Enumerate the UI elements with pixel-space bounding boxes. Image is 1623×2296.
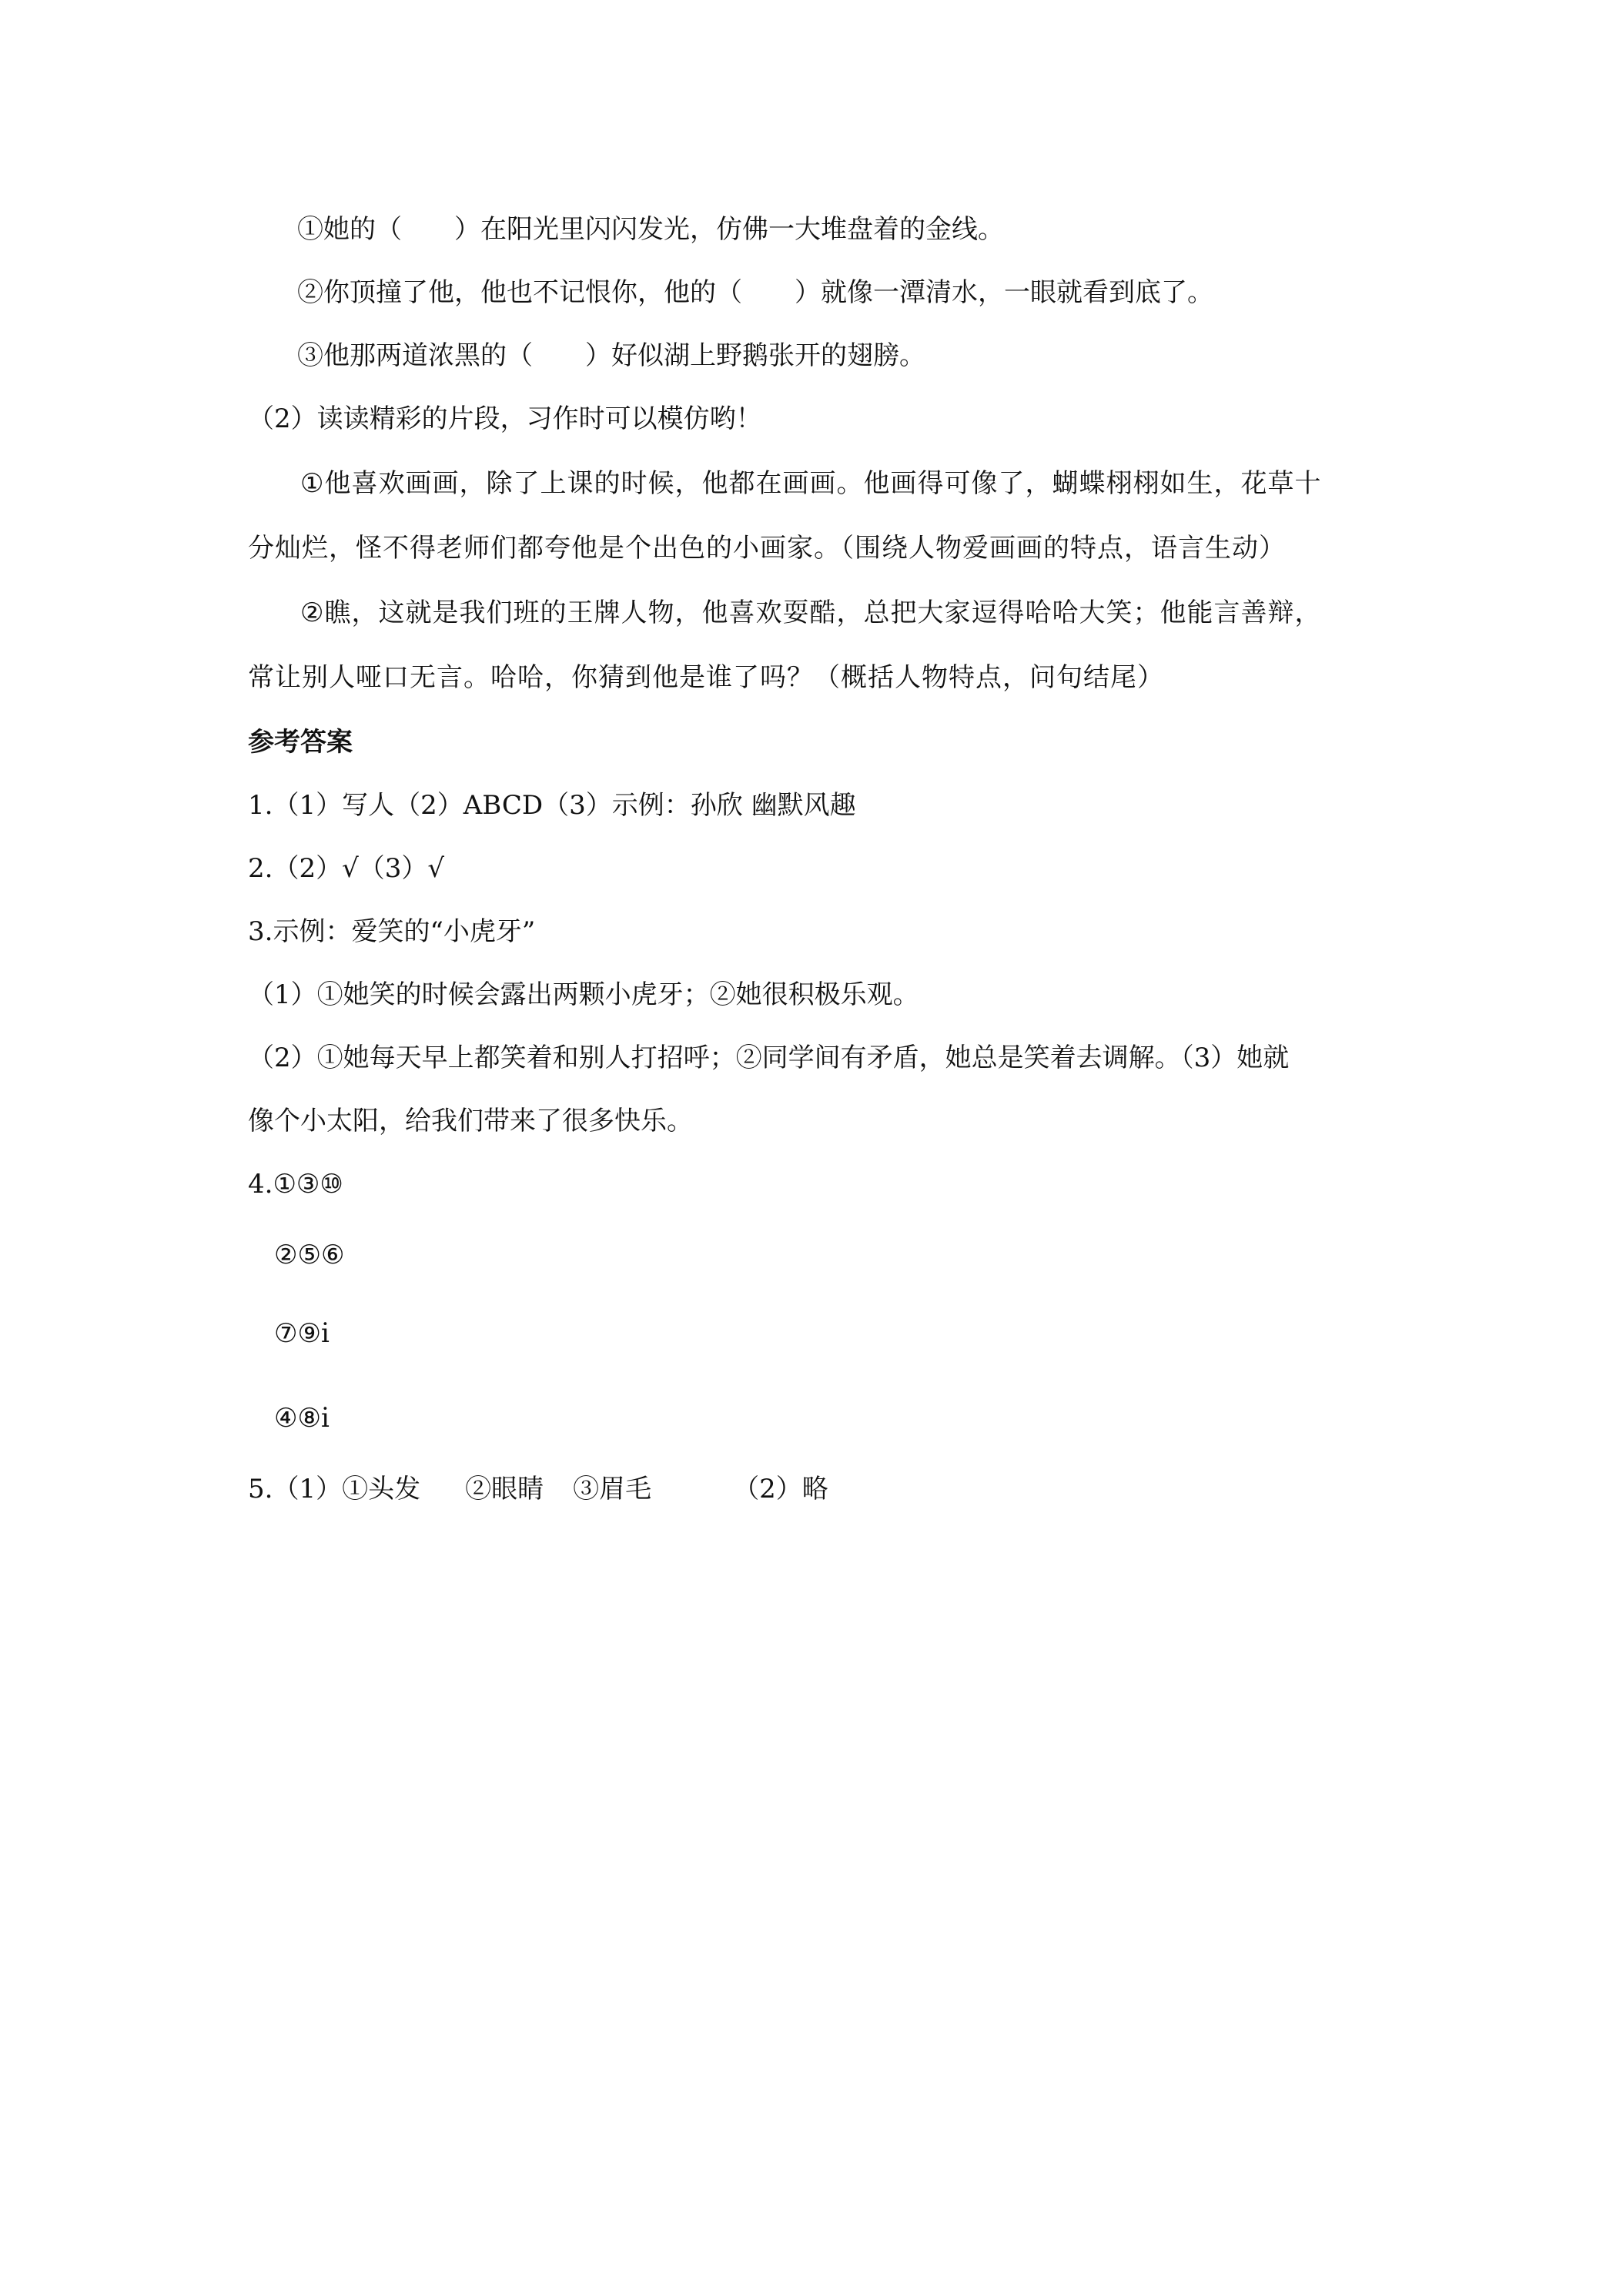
answer-2: 2.（2）√（3）√ (248, 853, 445, 884)
reading-paragraph-1-line-2: 分灿烂，怪不得老师们都夸他是个出色的小画家。（围绕人物爱画画的特点，语言生动） (248, 533, 1286, 564)
answer-5-part-1-b: ②眼睛 (465, 1474, 544, 1504)
answer-4-group-3: ⑦⑨i̇ (274, 1318, 330, 1349)
reading-paragraph-2-line-1: ②瞧，这就是我们班的王牌人物，他喜欢耍酷，总把大家逗得哈哈大笑；他能言善辩， (300, 597, 1322, 628)
answer-3-part-1: （1）①她笑的时候会露出两颗小虎牙；②她很积极乐观。 (248, 979, 919, 1010)
answer-3-part-2-line-1: （2）①她每天早上都笑着和别人打招呼；②同学间有矛盾，她总是笑着去调解。（3）她就 (248, 1043, 1290, 1073)
answer-3-part-2-line-2: 像个小太阳，给我们带来了很多快乐。 (248, 1106, 693, 1136)
reading-section-title: （2）读读精彩的片段，习作时可以模仿哟！ (248, 403, 762, 434)
blank-item-2: ②你顶撞了他，他也不记恨你，他的（ ）就像一潭清水，一眼就看到底了。 (297, 277, 1213, 308)
answer-5 (248, 1474, 828, 1504)
answers-heading: 参考答案 (248, 727, 353, 758)
reading-paragraph-2-line-2: 常让别人哑口无言。哈哈，你猜到他是谁了吗？（概括人物特点，问句结尾） (248, 662, 1164, 693)
blank-item-3: ③他那两道浓黑的（ ）好似湖上野鹅张开的翅膀。 (297, 340, 925, 371)
answer-4-group-1: 4.①③⑩ (248, 1169, 343, 1200)
blank-item-1: ①她的（ ）在阳光里闪闪发光，仿佛一大堆盘着的金线。 (297, 214, 1004, 245)
answer-5-part-2: （2）略 (733, 1474, 828, 1504)
answer-4-group-2: ②⑤⑥ (274, 1240, 345, 1270)
answer-1: 1.（1）写人（2）ABCD（3）示例：孙欣 幽默风趣 (248, 790, 856, 821)
answer-5-part-1-c: ③眉毛 (573, 1474, 652, 1504)
reading-paragraph-1-line-1: ①他喜欢画画，除了上课的时候，他都在画画。他画得可像了，蝴蝶栩栩如生，花草十 (300, 468, 1322, 499)
answer-5-part-1: 5.（1）①头发 (248, 1474, 421, 1504)
answer-4-group-4: ④⑧i̇ (274, 1403, 330, 1434)
answer-3: 3.示例：爱笑的“小虎牙” (248, 916, 536, 947)
